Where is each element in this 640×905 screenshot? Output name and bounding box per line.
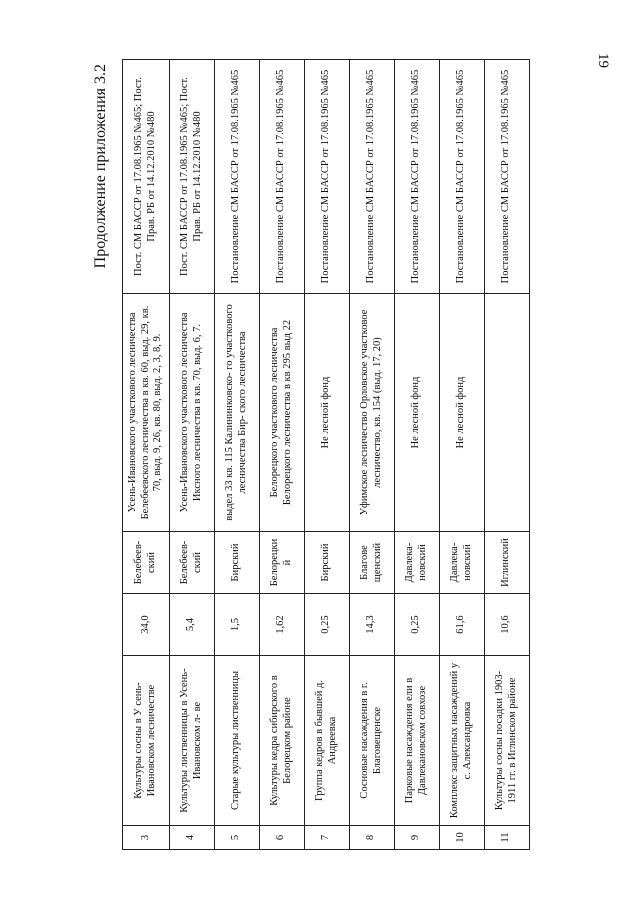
object-area: 1,5: [214, 594, 259, 656]
continuation-heading: Продолжение приложения 3.2: [92, 64, 109, 269]
table-row: [214, 60, 259, 850]
object-area: 14,3: [349, 594, 394, 656]
rotated-sheet: [90, 60, 610, 850]
row-number: 6: [259, 826, 304, 850]
object-name: Комплекс защитных насаждений у с. Александровка: [439, 656, 484, 826]
object-document: Постановление СМ БАССР от 17.08.1965 №465: [304, 60, 349, 294]
table-row: [123, 60, 170, 850]
object-region: Иглинский: [484, 532, 529, 594]
table-row: [259, 60, 304, 850]
row-number: 3: [123, 826, 170, 850]
object-document: Постановление СМ БАССР от 17.08.1965 №465: [484, 60, 529, 294]
object-name: Старые культуры лиственницы: [214, 656, 259, 826]
object-document: Постановление СМ БАССР от 17.08.1965 №465: [349, 60, 394, 294]
object-document: Постановление СМ БАССР от 17.08.1965 №465: [214, 60, 259, 294]
object-area: 34,0: [123, 594, 170, 656]
row-number: 11: [484, 826, 529, 850]
object-area: 1,62: [259, 594, 304, 656]
object-location: выдел 33 кв. 115 Калининковско- го участкового лесничества Бир- ского лесничества: [214, 294, 259, 532]
object-location: Усень-Ивановского участкового лесничества Иксного лесничества в кв. 70, выд. 6, 7.: [169, 294, 214, 532]
reserves-table: [122, 59, 530, 850]
object-location: Не лесной фонд: [439, 294, 484, 532]
table-row: [394, 60, 439, 850]
table-row: [304, 60, 349, 850]
object-document: Постановление СМ БАССР от 17.08.1965 №465: [394, 60, 439, 294]
object-region: Давлека-новский: [439, 532, 484, 594]
object-document: Пост. СМ БАССР от 17.08.1965 №465; Пост. Прав. РБ от 14.12.2010 №480: [169, 60, 214, 294]
object-region: Бирский: [304, 532, 349, 594]
object-document: Пост. СМ БАССР от 17.08.1965 №465; Пост. Прав. РБ от 14.12.2010 №480: [123, 60, 170, 294]
row-number: 5: [214, 826, 259, 850]
object-location: [484, 294, 529, 532]
object-document: Постановление СМ БАССР от 17.08.1965 №465: [259, 60, 304, 294]
table-row: [439, 60, 484, 850]
object-area: 0,25: [394, 594, 439, 656]
row-number: 4: [169, 826, 214, 850]
table-row: [484, 60, 529, 850]
object-region: Благове щенский: [349, 532, 394, 594]
row-number: 9: [394, 826, 439, 850]
object-location: Усень-Ивановского участкового лесничества Белебеевского лесничества в кв. 60, выд. 29, кв. 70, выд. 9, 26, кв. 80, выд. 2, 3, 8, 9.: [123, 294, 170, 532]
object-area: 61,6: [439, 594, 484, 656]
object-region: Бирский: [214, 532, 259, 594]
row-number: 10: [439, 826, 484, 850]
page-number: 19: [595, 53, 611, 68]
object-region: Белорецкий: [259, 532, 304, 594]
object-area: 0,25: [304, 594, 349, 656]
object-location: Не лесной фонд: [394, 294, 439, 532]
object-document: Постановление СМ БАССР от 17.08.1965 №465: [439, 60, 484, 294]
object-name: Культуры сосны в У сень-Ивановском лесничестве: [123, 656, 170, 826]
object-location: Белорецкого участкового лесничества Белорецкого лесничества в кв 295 выд 22: [259, 294, 304, 532]
object-name: Культуры лиственницы в Усень-Ивановском л- ве: [169, 656, 214, 826]
object-name: Группа кедров в бывшей д. Андреевка: [304, 656, 349, 826]
object-name: Сосновые насаждения в г. Благовещенске: [349, 656, 394, 826]
object-region: Давлека-новский: [394, 532, 439, 594]
object-area: 5,4: [169, 594, 214, 656]
object-region: Белебеев-ский: [169, 532, 214, 594]
row-number: 7: [304, 826, 349, 850]
object-region: Белебеев-ский: [123, 532, 170, 594]
object-name: Культуры кедра сибирского в Белорецком районе: [259, 656, 304, 826]
table-row: [349, 60, 394, 850]
object-name: Парковые насаждения ели в Давлекановском совхозе: [394, 656, 439, 826]
object-name: Культуры сосны посадки 1903-1911 гг. в Иглинском районе: [484, 656, 529, 826]
row-number: 8: [349, 826, 394, 850]
object-area: 10,6: [484, 594, 529, 656]
object-location: Не лесной фонд: [304, 294, 349, 532]
table-row: [169, 60, 214, 850]
object-location: Уфимское лесничество Орловское участковое лесничество, кв. 154 (выд. 17, 20): [349, 294, 394, 532]
